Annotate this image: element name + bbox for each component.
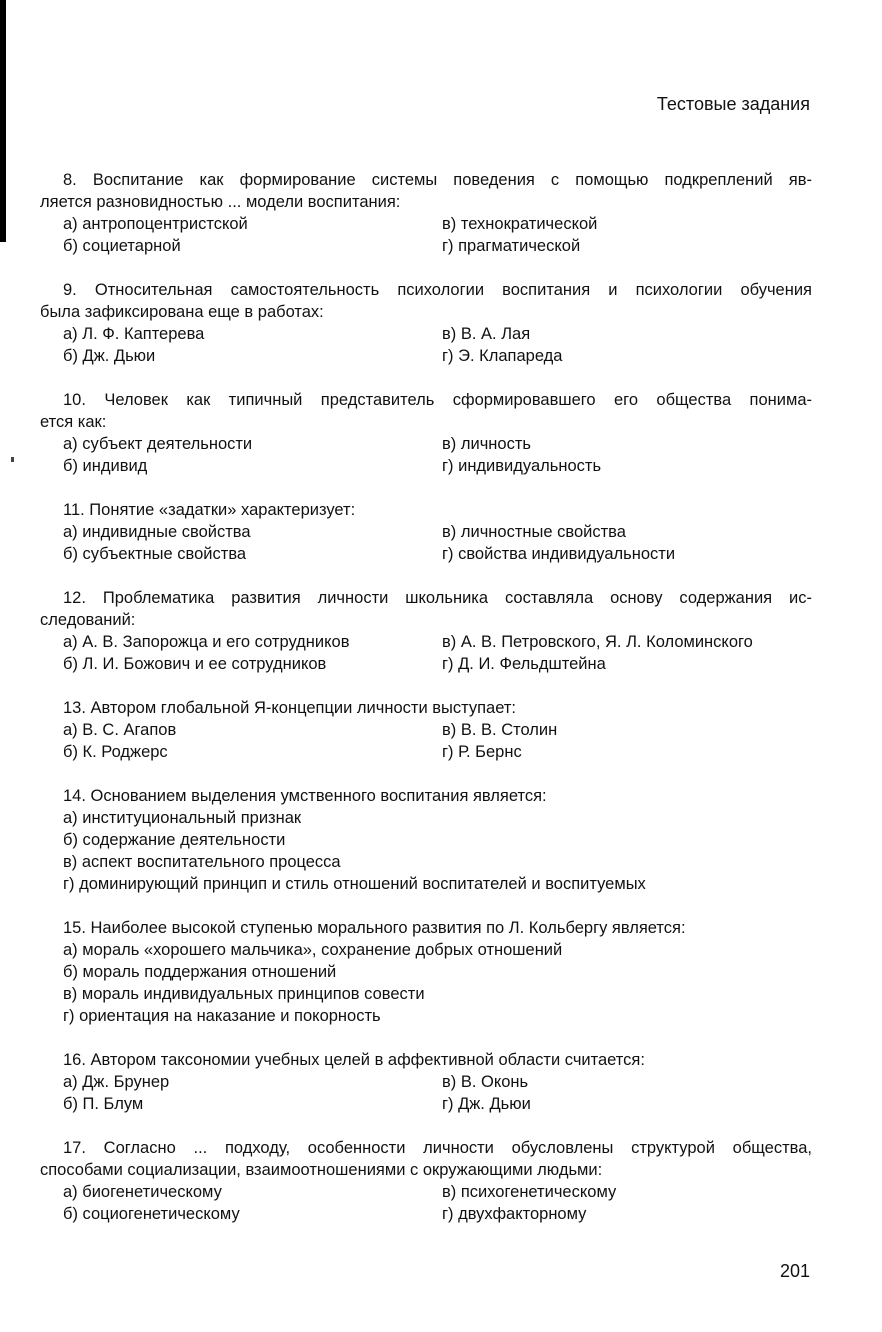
answer-option: в) мораль индивидуальных принципов совести [63, 985, 425, 1003]
answer-option: б) мораль поддержания отношений [63, 963, 337, 981]
answer-options [40, 1181, 812, 1225]
answer-options [40, 939, 812, 1027]
question-text-line: 15. Наиболее высокой ступенью морального развития по Л. Кольбергу является: [63, 919, 686, 937]
question-9 [40, 279, 812, 367]
answer-options [40, 521, 812, 565]
answer-option: г) Р. Бернс [442, 743, 522, 761]
question-text-line: способами социализации, взаимоотношениями с окружающими людьми: [40, 1161, 603, 1179]
answer-option: а) биогенетическому [63, 1183, 222, 1201]
answer-option: г) свойства индивидуальности [442, 545, 676, 563]
question-text-line: 14. Основанием выделения умственного воспитания является: [63, 787, 547, 805]
question-text-line: была зафиксирована еще в работах: [40, 303, 324, 321]
answer-option: г) Дж. Дьюи [442, 1095, 531, 1113]
question-text-line: следований: [40, 611, 136, 629]
question-text-line: ется как: [40, 413, 107, 431]
question-8 [40, 169, 812, 257]
answer-options [40, 631, 812, 675]
answer-option: в) В. Оконь [442, 1073, 529, 1091]
question-text-line: 13. Автором глобальной Я-концепции личности выступает: [63, 699, 517, 717]
answer-option: б) индивид [63, 457, 148, 475]
answer-options [40, 719, 812, 763]
answer-option: г) прагматической [442, 237, 581, 255]
answer-options [40, 323, 812, 367]
answer-option: г) Д. И. Фельдштейна [442, 655, 606, 673]
answer-option: а) мораль «хорошего мальчика», сохранение добрых отношений [63, 941, 563, 959]
answer-option: б) П. Блум [63, 1095, 144, 1113]
question-text-line: 17. Согласно ... подходу, особенности личности обусловлены структурой общества, [63, 1139, 812, 1157]
answer-option: б) социогенетическому [63, 1205, 240, 1223]
answer-option: а) Л. Ф. Каптерева [63, 325, 205, 343]
answer-options [40, 213, 812, 257]
question-12 [40, 587, 812, 675]
answer-option: в) А. В. Петровского, Я. Л. Коломинского [442, 633, 753, 651]
test-questions [40, 169, 812, 1247]
question-10 [40, 389, 812, 477]
answer-option: в) технократической [442, 215, 598, 233]
question-text-line: 12. Проблематика развития личности школьника составляла основу содержания ис- [63, 589, 812, 607]
answer-option: в) личность [442, 435, 531, 453]
running-header: Тестовые задания [656, 94, 810, 114]
answer-option: в) аспект воспитательного процесса [63, 853, 341, 871]
answer-option: г) доминирующий принцип и стиль отношений воспитателей и воспитуемых [63, 875, 646, 893]
answer-option: г) двухфакторному [442, 1205, 587, 1223]
answer-option: в) В. В. Столин [442, 721, 558, 739]
answer-option: б) Дж. Дьюи [63, 347, 156, 365]
answer-option: г) Э. Клапареда [442, 347, 563, 365]
answer-option: г) ориентация на наказание и покорность [63, 1007, 381, 1025]
answer-option: а) А. В. Запорожца и его сотрудников [63, 633, 350, 651]
answer-option: б) социетарной [63, 237, 181, 255]
answer-option: б) Л. И. Божович и ее сотрудников [63, 655, 327, 673]
answer-option: б) содержание деятельности [63, 831, 286, 849]
answer-option: г) индивидуальность [442, 457, 602, 475]
answer-option: в) личностные свойства [442, 523, 626, 541]
question-text-line: ляется разновидностью ... модели воспитания: [40, 193, 401, 211]
answer-option: б) К. Роджерс [63, 743, 168, 761]
question-16 [40, 1049, 812, 1115]
scan-speck [11, 457, 14, 462]
question-17 [40, 1137, 812, 1225]
scan-edge-bar [0, 0, 6, 242]
question-text-line: 16. Автором таксономии учебных целей в аффективной области считается: [63, 1051, 645, 1069]
question-13 [40, 697, 812, 763]
answer-option: в) психогенетическому [442, 1183, 617, 1201]
answer-option: а) Дж. Брунер [63, 1073, 170, 1091]
answer-options [40, 433, 812, 477]
question-text-line: 8. Воспитание как формирование системы поведения с помощью подкреплений яв- [63, 171, 812, 189]
answer-options [40, 807, 812, 895]
answer-option: б) субъектные свойства [63, 545, 247, 563]
answer-option: а) институциональный признак [63, 809, 302, 827]
page-number: 201 [779, 1261, 810, 1281]
answer-option: в) В. А. Лая [442, 325, 531, 343]
answer-option: а) индивидные свойства [63, 523, 251, 541]
question-text-line: 9. Относительная самостоятельность психологии воспитания и психологии обучения [63, 281, 812, 299]
answer-option: а) субъект деятельности [63, 435, 253, 453]
answer-option: а) антропоцентристской [63, 215, 248, 233]
question-11 [40, 499, 812, 565]
question-15 [40, 917, 812, 1027]
question-text-line: 11. Понятие «задатки» характеризует: [63, 501, 356, 519]
answer-option: а) В. С. Агапов [63, 721, 177, 739]
question-14 [40, 785, 812, 895]
question-text-line: 10. Человек как типичный представитель сформировавшего его общества понима- [63, 391, 812, 409]
answer-options [40, 1071, 812, 1115]
